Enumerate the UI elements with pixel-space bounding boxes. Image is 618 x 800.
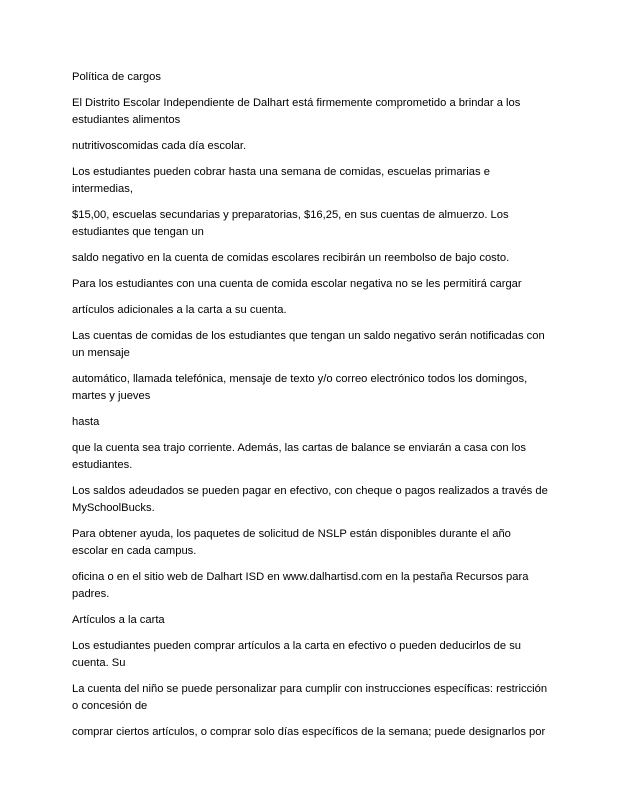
paragraph: que la cuenta sea trajo corriente. Además, las cartas de balance se enviarán a casa con los estudiantes. <box>72 442 526 471</box>
paragraph: automático, llamada telefónica, mensaje de texto y/o correo electrónico todos los domingos, martes y jueves <box>72 373 528 402</box>
paragraph: El Distrito Escolar Independiente de Dalhart está firmemente comprometido a brindar a los estudiantes alimentos <box>72 97 521 126</box>
paragraph: Para los estudiantes con una cuenta de comida escolar negativa no se les permitirá cargar <box>72 278 522 290</box>
paragraph: comprar ciertos artículos, o comprar solo días específicos de la semana; puede designarlos por <box>72 726 546 738</box>
paragraph: Los estudiantes pueden comprar artículos a la carta en efectivo o pueden deducirlos de su cuenta. Su <box>72 640 522 669</box>
paragraph: Para obtener ayuda, los paquetes de solicitud de NSLP están disponibles durante el año escolar en cada campus. <box>72 528 511 557</box>
paragraph: oficina o en el sitio web de Dalhart ISD en www.dalhartisd.com en la pestaña Recursos para padres. <box>72 571 529 600</box>
paragraph: hasta <box>72 416 100 428</box>
paragraph: La cuenta del niño se puede personalizar para cumplir con instrucciones específicas: restricción o concesión de <box>72 683 548 712</box>
document-body <box>72 69 550 750</box>
paragraph: nutritivoscomidas cada día escolar. <box>72 140 247 152</box>
paragraph: artículos adicionales a la carta a su cuenta. <box>72 304 287 316</box>
paragraph: Las cuentas de comidas de los estudiantes que tengan un saldo negativo serán notificadas con un mensaje <box>72 330 545 359</box>
paragraph: Los saldos adeudados se pueden pagar en efectivo, con cheque o pagos realizados a través de MySchoolBucks. <box>72 485 548 514</box>
paragraph: $15,00, escuelas secundarias y preparatorias, $16,25, en sus cuentas de almuerzo. Los estudiantes que tengan un <box>72 209 509 238</box>
paragraph: saldo negativo en la cuenta de comidas escolares recibirán un reembolso de bajo costo. <box>72 252 510 264</box>
paragraph: Los estudiantes pueden cobrar hasta una semana de comidas, escuelas primarias e intermedias, <box>72 166 490 195</box>
section-heading-charge-policy: Política de cargos <box>72 71 161 83</box>
section-heading-a-la-carte: Artículos a la carta <box>72 614 165 626</box>
